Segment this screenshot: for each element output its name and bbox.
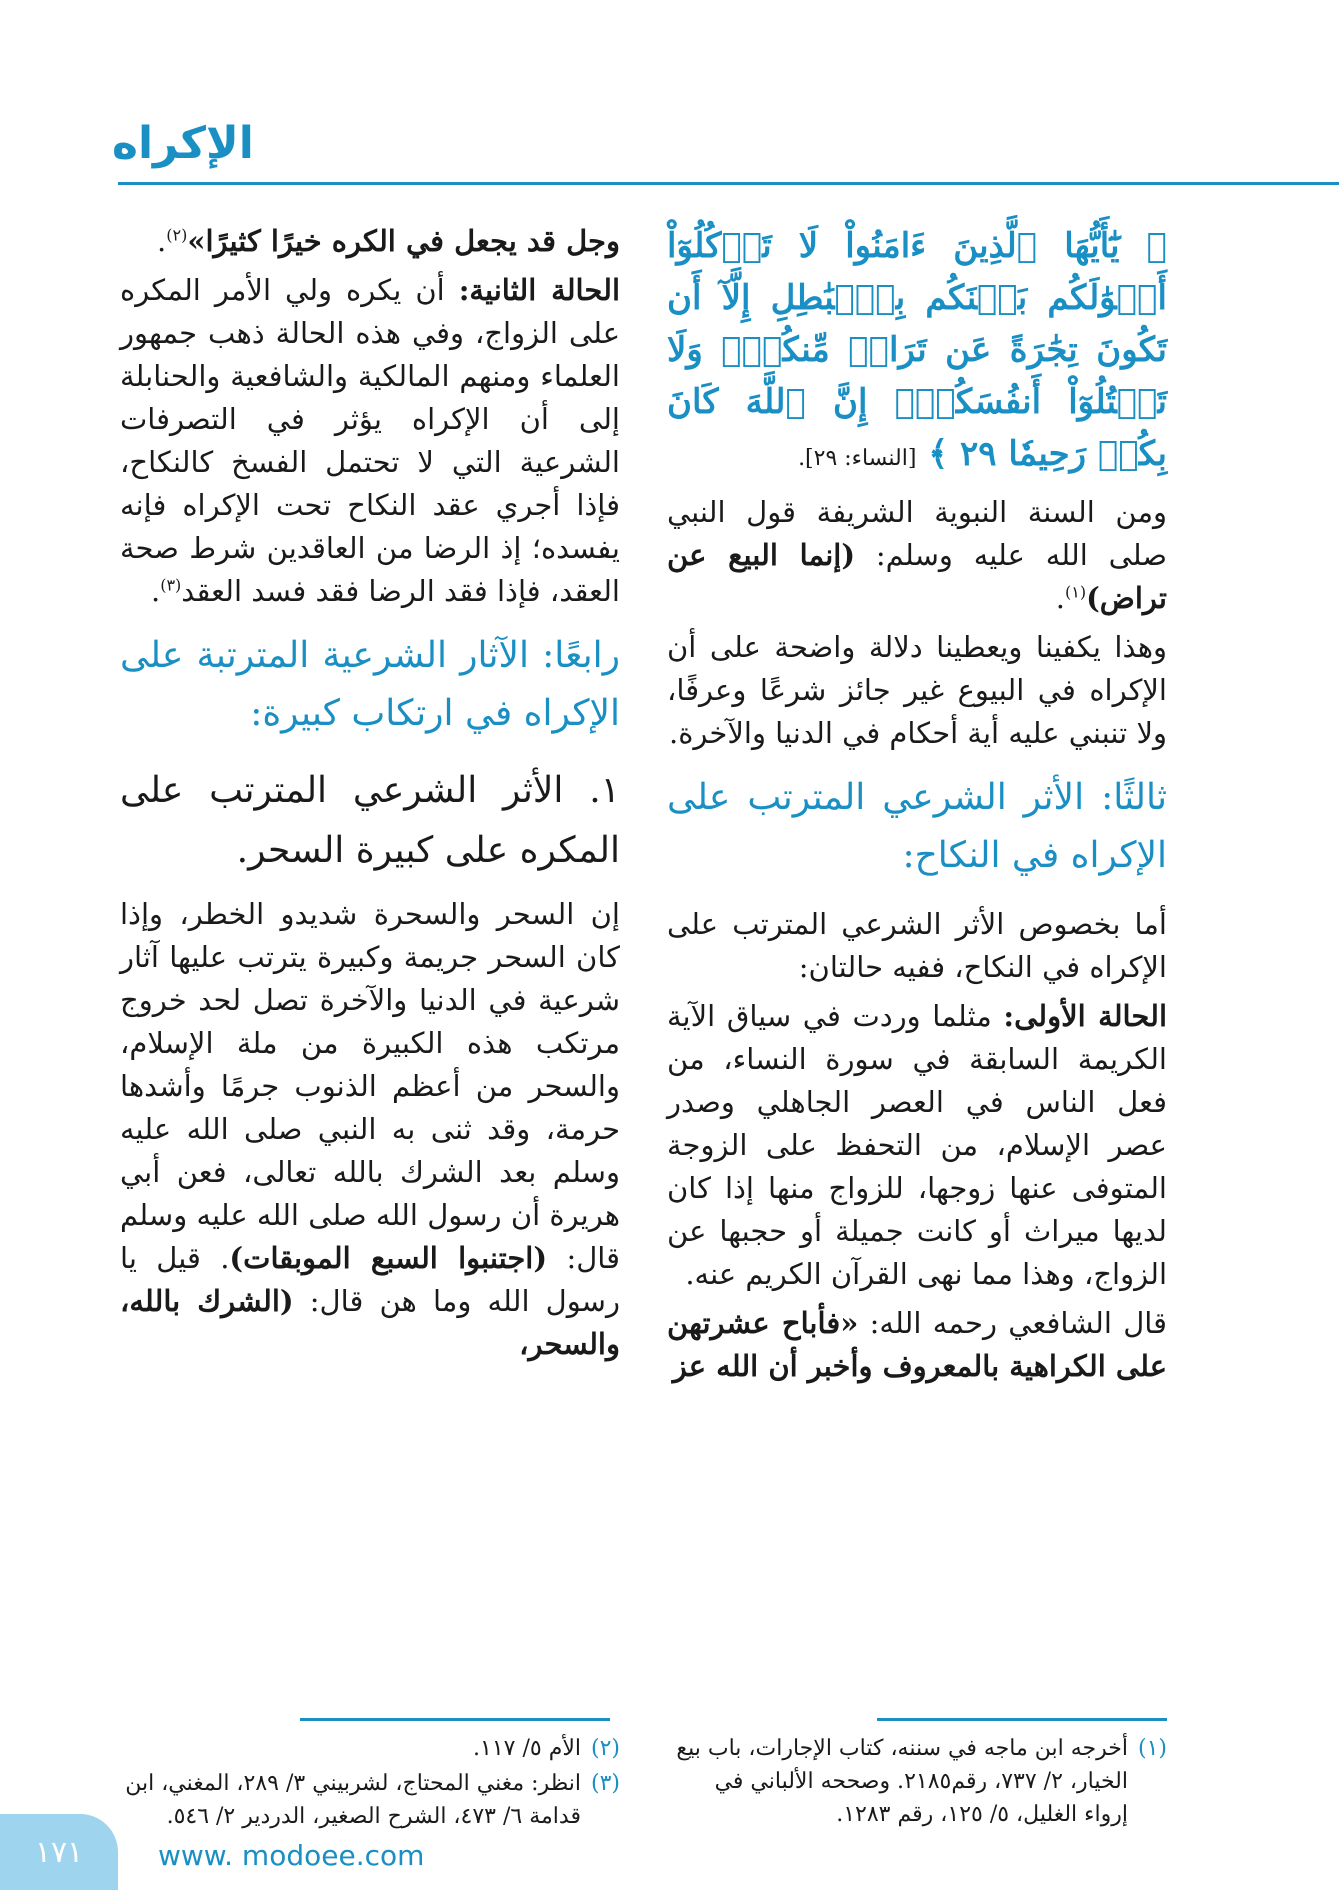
case-one-text: مثلما وردت في سياق الآية الكريمة السابقة في سورة النساء، من فعل الناس في العصر الجاهلي وصدر عصر الإسلام، من التحفظ على الزوجة المتوفى عنها زوجها، للزواج منها إذا كان لديها ميراث أو كانت جميلة أو حجبها عن الزواج، وهذا مما نهى القرآن الكريم عنه.	[667, 999, 1167, 1291]
quran-verse-number: ٢٩	[960, 434, 997, 474]
paragraph-end: .	[157, 224, 167, 258]
case-one-label: الحالة الأولى:	[1003, 999, 1168, 1033]
quran-open-bracket: ﴿	[1146, 226, 1167, 266]
footnote-item	[120, 1732, 620, 1765]
website-link[interactable]: www. modoee.com	[158, 1839, 425, 1872]
paragraph-evidence: وهذا يكفينا ويعطينا دلالة واضحة على أن الإكراه في البيوع غير جائز شرعًا وعرفًا، ولا تنبني عليه أية أحكام في الدنيا والآخرة.	[667, 630, 1167, 750]
hadith-quote: (إنما البيع عن تراض)	[667, 538, 1167, 615]
shafii-quote: «فأباح عشرتهن على الكراهية بالمعروف وأخبر أن الله عز	[667, 1306, 1167, 1383]
footnote-text: انظر: مغني المحتاج، لشربيني ٣/ ٢٨٩، المغني، ابن قدامة ٦/ ٤٧٣، الشرح الصغير، الدردير ٢/ ٥٤٦.	[125, 1771, 581, 1829]
quran-reference: [النساء: ٢٩].	[798, 446, 917, 471]
hadith-quote-2: (الشرك بالله، والسحر،	[120, 1284, 620, 1361]
header-divider	[118, 182, 1339, 185]
section-heading-4: رابعًا: الآثار الشرعية المترتبة على الإكراه في ارتكاب كبيرة:	[120, 635, 620, 734]
footnote-text: الأم ٥/ ١١٧.	[473, 1736, 581, 1761]
subsection-heading-1: ١. الأثر الشرعي المترتب على المكره على كبيرة السحر.	[120, 770, 620, 871]
paragraph-case-one	[667, 995, 1167, 1296]
paragraph-sunnah	[667, 491, 1167, 620]
footnote-ref-1[interactable]: (١)	[1064, 582, 1087, 602]
paragraph-marriage-intro: أما بخصوص الأثر الشرعي المترتب على الإكراه في النكاح، ففيه حالتان:	[667, 907, 1167, 984]
footnote-item	[667, 1732, 1167, 1831]
footnote-item	[120, 1767, 620, 1833]
paragraph-quote-continued	[120, 220, 620, 263]
quote-continued: وجل قد يجعل في الكره خيرًا كثيرًا»	[187, 224, 620, 258]
quran-close-bracket: ﴾	[928, 434, 949, 474]
footnote-number: (١)	[1137, 1736, 1167, 1761]
paragraph-end: .	[1055, 581, 1065, 615]
sorcery-text-mid: . قيل يا رسول الله وما هن قال:	[120, 1241, 620, 1318]
footnote-number: (٢)	[590, 1736, 620, 1761]
quran-verse	[667, 220, 1167, 485]
quote-lead: قال الشافعي رحمه الله:	[858, 1306, 1167, 1340]
sorcery-text: إن السحر والسحرة شديدو الخطر، وإذا كان السحر جريمة وكبيرة يترتب عليها آثار شرعية في الدنيا والآخرة تصل لحد خروج مرتكب هذه الكبيرة من ملة الإسلام، والسحر من أعظم الذنوب جرمًا وأشدها حرمة، وقد ثنى به النبي صلى الله عليه وسلم بعد الشرك بالله تعالى، فعن أبي هريرة أن رسول الله صلى الله عليه وسلم قال:	[120, 897, 620, 1275]
left-column	[120, 220, 620, 1372]
footnotes-left	[120, 1732, 620, 1835]
paragraph-shafii-quote	[667, 1302, 1167, 1388]
paragraph-sorcery	[120, 893, 620, 1366]
paragraph-text: ومن السنة النبوية الشريفة قول النبي صلى الله عليه وسلم:	[667, 495, 1167, 572]
footnote-divider-right	[877, 1718, 1167, 1721]
footnote-ref-3[interactable]: (٣)	[160, 575, 182, 595]
quran-text: يَٰٓأَيُّهَا ٱلَّذِينَ ءَامَنُواْ لَا تَأۡكُلُوٓاْ أَمۡوَٰلَكُم بَيۡنَكُم بِٱلۡبَٰطِلِ إِلَّآ أَن تَكُونَ تِجَٰرَةً عَن تَرَاضٖ مِّنكُمۡۚ وَلَا تَقۡتُلُوٓاْ أَنفُسَكُمۡۚ إِنَّ ٱللَّهَ كَانَ بِكُمۡ رَحِيمٗا	[667, 226, 1167, 474]
page-header-title: الإكراه	[112, 118, 254, 169]
case-two-text: أن يكره ولي الأمر المكره على الزواج، وفي هذه الحالة ذهب جمهور العلماء ومنهم المالكية والشافعية والحنابلة إلى أن الإكراه يؤثر في التصرفات الشرعية التي لا تحتمل الفسخ كالنكاح، فإذا أجري عقد النكاح تحت الإكراه فإنه يفسده؛ إذ الرضا من العاقدين شرط صحة العقد، فإذا فقد الرضا فقد فسد العقد	[120, 273, 620, 608]
footnote-ref-2[interactable]: (٢)	[166, 225, 188, 245]
footnotes-right	[667, 1732, 1167, 1833]
paragraph-case-two	[120, 269, 620, 613]
hadith-quote-1: (اجتنبوا السبع الموبقات)	[229, 1241, 548, 1275]
case-two-label: الحالة الثانية:	[458, 273, 620, 307]
footnote-divider-left	[300, 1718, 610, 1721]
right-column	[667, 220, 1167, 1394]
footnote-number: (٣)	[590, 1771, 620, 1796]
section-heading-3: ثالثًا: الأثر الشرعي المترتب على الإكراه في النكاح:	[667, 777, 1167, 876]
page-number-badge: ١٧١	[0, 1814, 118, 1890]
paragraph-end: .	[150, 574, 161, 608]
footnote-text: أخرجه ابن ماجه في سننه، كتاب الإجارات، باب بيع الخيار، ٢/ ٧٣٧، رقم٢١٨٥. وصححه الألباني في إرواء الغليل، ٥/ ١٢٥، رقم ١٢٨٣.	[676, 1736, 1128, 1827]
